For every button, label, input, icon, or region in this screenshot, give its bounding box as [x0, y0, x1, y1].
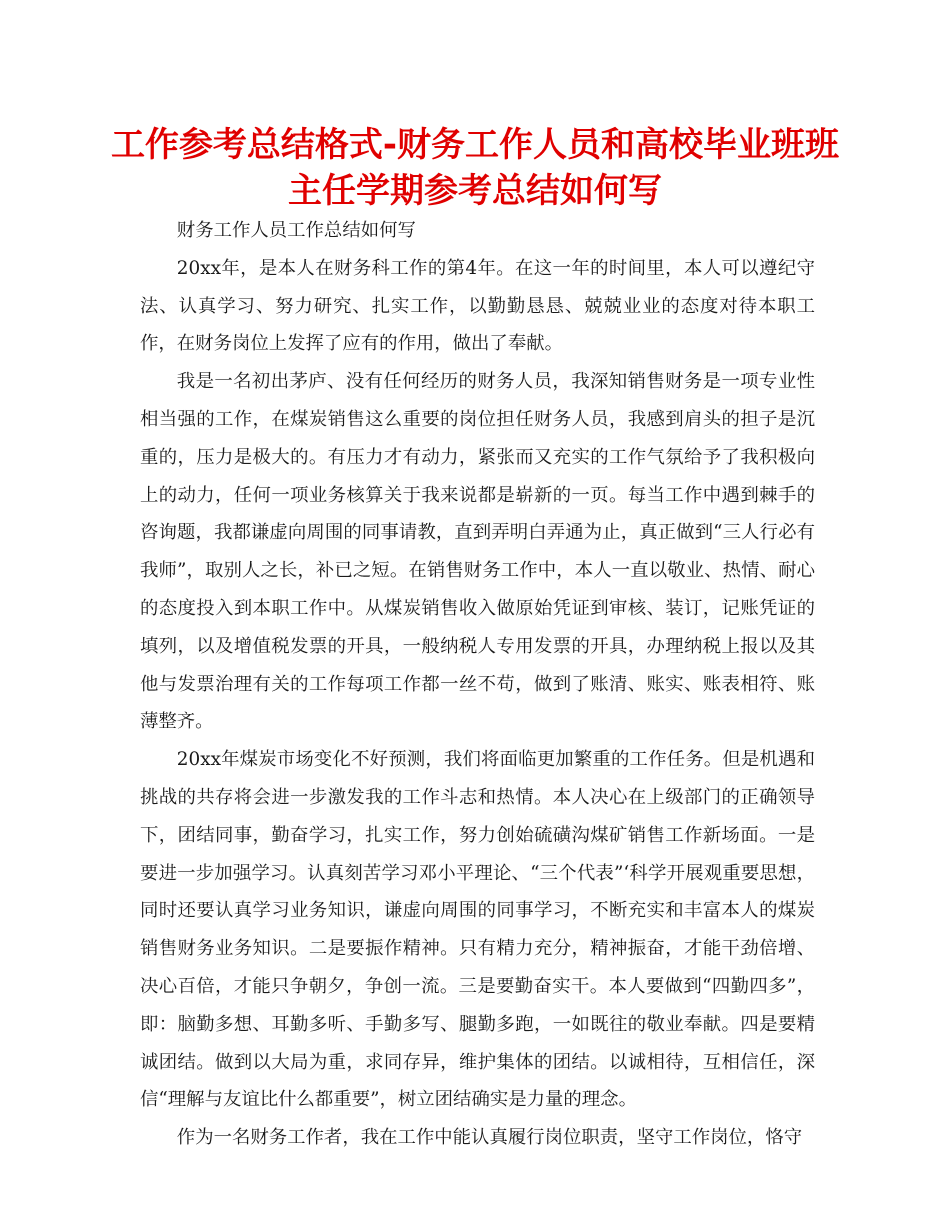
paragraph: 20xx年，是本人在财务科工作的第4年。在这一年的时间里，本人可以遵纪守法、认真学习、努力研究、扎实工作，以勤勤恳恳、兢兢业业的态度对待本职工作，在财务岗位上发挥了应有的作用，做出了奉献。	[140, 257, 815, 355]
document-body	[140, 212, 815, 1157]
document-title: 工作参考总结格式-财务工作人员和高校毕业班班主任学期参考总结如何写	[110, 125, 840, 211]
paragraph: 我是一名初出茅庐、没有任何经历的财务人员，我深知销售财务是一项专业性相当强的工作，在煤炭销售这么重要的岗位担任财务人员，我感到肩头的担子是沉重的，压力是极大的。有压力才有动力，紧张而又充实的工作气氛给予了我积极向上的动力，任何一项业务核算关于我来说都是崭新的一页。每当工作中遇到棘手的咨询题，我都谦虚向周围的同事请教，直到弄明白弄通为止，真正做到“三人行必有我师”，取别人之长，补已之短。在销售财务工作中，本人一直以敬业、热情、耐心的态度投入到本职工作中。从煤炭销售收入做原始凭证到审核、装订，记账凭证的填列，以及增值税发票的开具，一般纳税人专用发票的开具，办理纳税上报以及其他与发票治理有关的工作每项工作都一丝不苟，做到了账清、账实、账表相符、账薄整齐。	[140, 371, 815, 733]
paragraph: 作为一名财务工作者，我在工作中能认真履行岗位职责，坚守工作岗位，恪守	[176, 1127, 803, 1149]
paragraph-subtitle: 财务工作人员工作总结如何写	[176, 220, 416, 241]
paragraph: 20xx年煤炭市场变化不好预测，我们将面临更加繁重的工作任务。但是机遇和挑战的共存将会进一步激发我的工作斗志和热情。本人决心在上级部门的正确领导下，团结同事，勤奋学习，扎实工作，努力创始硫磺沟煤矿销售工作新场面。一是要进一步加强学习。认真刻苦学习邓小平理论、“三个代表”‘科学开展观重要思想，同时还要认真学习业务知识，谦虚向周围的同事学习，不断充实和丰富本人的煤炭销售财务业务知识。二是要振作精神。只有精力充分，精神振奋，才能干劲倍增、决心百倍，才能只争朝夕，争创一流。三是要勤奋实干。本人要做到“四勤四多”，即：脑勤多想、耳勤多听、手勤多写、腿勤多跑，一如既往的敬业奉献。四是要精诚团结。做到以大局为重，求同存异，维护集体的团结。以诚相待，互相信任，深信“理解与友谊比什么都重要”，树立团结确实是力量的理念。	[140, 749, 815, 1111]
